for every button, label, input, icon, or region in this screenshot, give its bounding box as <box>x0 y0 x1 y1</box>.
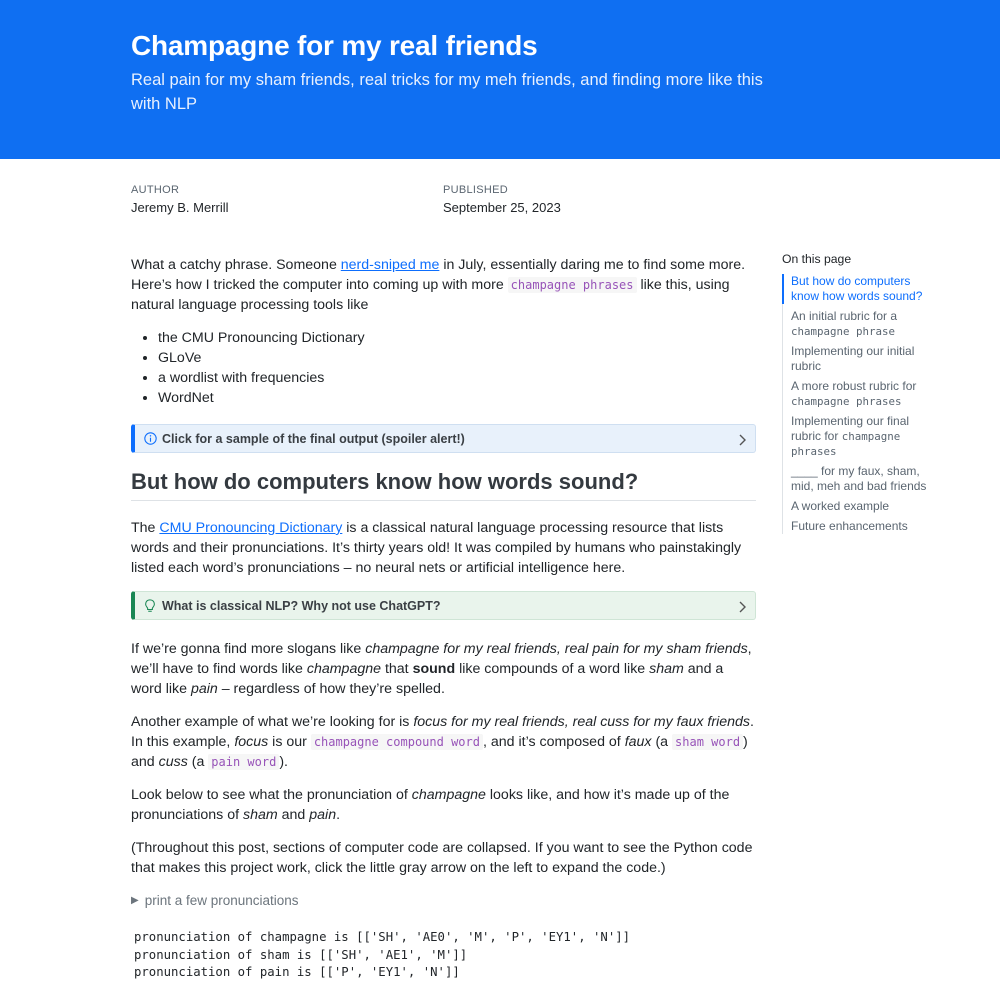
toc-item-robust-rubric[interactable] <box>783 379 932 409</box>
spoiler-callout[interactable] <box>131 424 756 453</box>
body-text: is our <box>268 734 311 750</box>
emphasis: sham <box>243 807 278 823</box>
published-block <box>443 184 561 215</box>
output-line: pronunciation of champagne is [['SH', 'AE0', 'M', 'P', 'EY1', 'N']] <box>134 930 631 944</box>
toc-item-label: A more robust rubric for <box>791 379 917 393</box>
toc-item-label: Implementing our initial rubric <box>791 344 915 373</box>
toc-item-future-enhancements[interactable] <box>783 519 932 534</box>
emphasis: cuss <box>158 754 188 770</box>
table-of-contents <box>782 252 932 539</box>
page-subtitle: Real pain for my sham friends, real tricks for my meh friends, and finding more like this with NLP <box>131 71 763 113</box>
code-fold-label: print a few pronunciations <box>144 893 299 908</box>
body-text: , and it’s composed of <box>482 734 625 750</box>
callout-title: What is classical NLP? Why not use ChatGPT? <box>162 598 441 613</box>
toc-item-code: champagne phrase <box>791 325 896 338</box>
toc-item-label: An initial rubric for a <box>791 309 898 323</box>
body-text: The <box>131 520 160 536</box>
toc-item-label: Future enhancements <box>791 519 908 533</box>
body-text: . <box>336 807 341 823</box>
toc-item-faux-sham[interactable] <box>783 464 932 494</box>
code-note-paragraph: (Throughout this post, sections of computer code are collapsed. If you want to see the Python code that makes this project work, click the little gray arrow on the left to expand the code.) <box>131 840 753 876</box>
toc-list <box>782 274 932 534</box>
inline-code: champagne phrases <box>508 277 637 293</box>
intro-paragraph <box>131 255 756 315</box>
author-block <box>131 184 229 215</box>
body-text: – regardless of how they’re spelled. <box>217 681 445 697</box>
published-label: PUBLISHED <box>443 184 509 196</box>
toc-item-label: ____ for my faux, sham, mid, meh and bad friends <box>791 464 927 493</box>
list-item: • a wordlist with frequencies <box>158 368 756 388</box>
emphasis: champagne <box>411 787 486 803</box>
body-text: , we’ll have to find words like <box>131 641 752 677</box>
cmu-paragraph <box>131 518 756 578</box>
author-name: Jeremy B. Merrill <box>131 200 229 215</box>
toc-item-label: But how do computers know how words sound? <box>791 274 923 303</box>
body-text: that <box>381 661 413 677</box>
published-date: September 25, 2023 <box>443 200 561 215</box>
intro-text: in July, essentially daring me to find some more. Here’s how I tricked the computer into coming up with more <box>131 257 746 293</box>
body-text: (a <box>187 754 209 770</box>
output-line: pronunciation of pain is [['P', 'EY1', 'N']] <box>134 965 460 979</box>
body-text: ) and <box>131 734 748 770</box>
emphasis: focus for my real friends, real cuss for my faux friends <box>413 714 751 730</box>
toc-item-implementing-final[interactable] <box>783 414 932 459</box>
emphasis: champagne for my real friends, real pain for my sham friends <box>365 641 748 657</box>
toc-item-how-computers-know[interactable] <box>782 274 932 304</box>
chevron-right-icon[interactable] <box>737 431 747 451</box>
body-text: If we’re gonna find more slogans like <box>131 641 366 657</box>
body-text: . In this example, <box>131 714 754 750</box>
lightbulb-icon <box>143 599 157 613</box>
author-label: AUTHOR <box>131 184 180 196</box>
emphasis: focus <box>234 734 269 750</box>
body-text: Look below to see what the pronunciation of <box>131 787 412 803</box>
toc-item-label: Implementing our final rubric for <box>791 414 910 443</box>
section-heading: But how do computers know how words sound? <box>131 472 756 501</box>
inline-code: champagne compound word <box>311 734 483 750</box>
body-text: ). <box>279 754 288 770</box>
body-text: and a word like <box>131 661 724 697</box>
toc-item-label: A worked example <box>791 499 890 513</box>
article-body <box>131 255 756 982</box>
list-item: • the CMU Pronouncing Dictionary <box>158 328 756 348</box>
toc-title: On this page <box>782 252 852 266</box>
callout-title: Click for a sample of the final output (spoiler alert!) <box>162 431 465 446</box>
emphasis: pain <box>309 807 337 823</box>
body-text: is a classical natural language processing resource that lists words and their pronunciations. It’s thirty years old! It was compiled by humans who painstakingly listed each word’s pronunciations – no neural nets or artificial intelligence here. <box>131 520 742 576</box>
code-fold-toggle[interactable] <box>131 891 756 911</box>
tools-list <box>158 328 756 408</box>
toc-item-worked-example[interactable] <box>783 499 932 514</box>
toc-item-code: champagne phrases <box>791 395 902 408</box>
page-title: Champagne for my real friends <box>131 30 538 61</box>
cmu-dictionary-link[interactable]: CMU Pronouncing Dictionary <box>159 520 343 536</box>
body-text: Another example of what we’re looking for is <box>131 714 414 730</box>
inline-code: pain word <box>208 754 279 770</box>
body-text: and <box>277 807 310 823</box>
title-banner <box>0 0 1000 159</box>
toc-item-initial-rubric[interactable] <box>783 309 932 339</box>
emphasis: sham <box>649 661 684 677</box>
body-text: looks like, and how it’s made up of the pronunciations of <box>131 787 730 823</box>
code-output <box>134 929 756 982</box>
disclosure-triangle-icon[interactable]: ▶ <box>131 895 139 906</box>
inline-code: sham word <box>672 734 743 750</box>
list-item: • GLoVe <box>158 348 756 368</box>
nlp-callout[interactable] <box>131 591 756 620</box>
chevron-right-icon[interactable] <box>737 598 747 618</box>
output-line: pronunciation of sham is [['SH', 'AE1', 'M']] <box>134 947 468 962</box>
pronunciation-paragraph <box>131 785 756 825</box>
emphasis: champagne <box>306 661 382 677</box>
slogan-paragraph <box>131 639 756 699</box>
body-text: (a <box>651 734 673 750</box>
strong-text: sound <box>412 661 456 677</box>
emphasis: faux <box>624 734 652 750</box>
body-text: like compounds of a word like <box>455 661 650 677</box>
info-circle-icon <box>143 432 157 446</box>
toc-item-code: champagne phrases <box>791 430 901 458</box>
list-item: • WordNet <box>158 388 756 408</box>
intro-text: like this, using natural language processing tools like <box>131 277 730 313</box>
focus-paragraph <box>131 712 756 772</box>
emphasis: pain <box>190 681 218 697</box>
intro-text: What a catchy phrase. Someone <box>131 257 341 273</box>
toc-item-implementing-initial[interactable] <box>783 344 932 374</box>
nerd-sniped-link[interactable]: nerd-sniped me <box>340 257 440 273</box>
